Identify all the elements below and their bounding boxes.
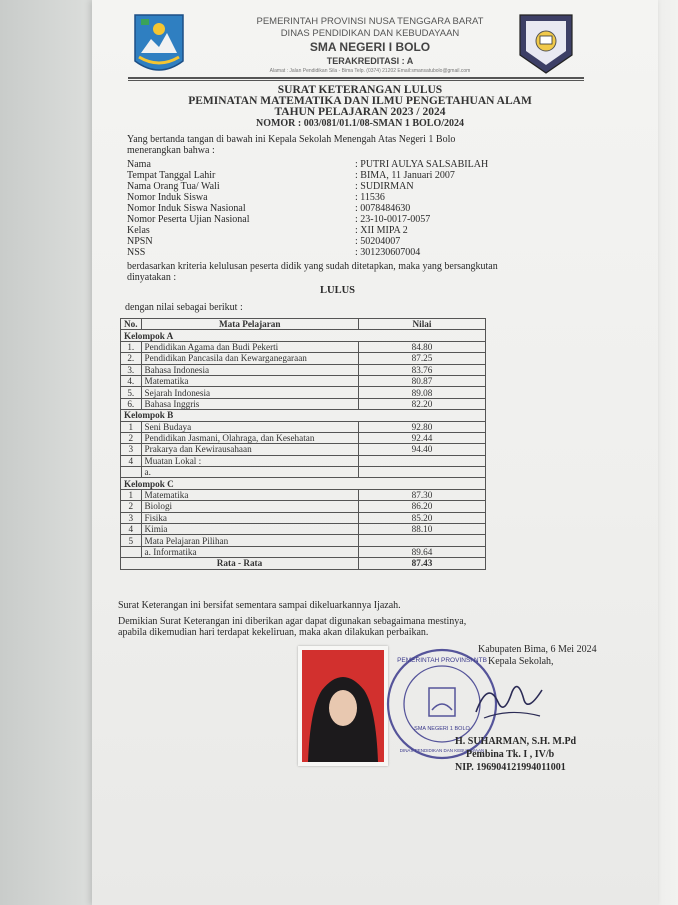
row-score: 88.10 (359, 524, 486, 535)
row-subject: Sejarah Indonesia (141, 387, 358, 398)
row-subject: Pendidikan Jasmani, Olahraga, dan Kesehatan (141, 432, 358, 443)
table-row (121, 467, 486, 478)
province-emblem-icon (133, 13, 185, 79)
identity-label-nis: Nomor Induk Siswa (127, 192, 208, 203)
table-header-row (121, 319, 486, 330)
status-label: LULUS (320, 285, 356, 296)
letterhead-divider (128, 77, 584, 81)
average-score: 87.43 (359, 558, 486, 569)
row-score: 92.44 (359, 432, 486, 443)
doc-title-program: PEMINATAN MATEMATIKA DAN ILMU PENGETAHUAN ALAM (188, 95, 532, 107)
identity-label-class: Kelas (127, 225, 150, 236)
row-subject: Muatan Lokal : (141, 455, 358, 466)
identity-label-npsn: NPSN (127, 236, 153, 247)
row-subject: a. Informatika (141, 546, 358, 557)
row-no: 5 (121, 535, 142, 546)
row-subject: Pendidikan Pancasila dan Kewarganegaraan (141, 353, 358, 364)
row-no: 2 (121, 501, 142, 512)
school-name: SMA NEGERI I BOLO (309, 40, 431, 54)
identity-value-nis: : 11536 (355, 192, 385, 203)
table-row (121, 546, 486, 557)
letterhead-line2: DINAS PENDIDIKAN DAN KEBUDAYAAN (280, 28, 460, 39)
stamp-inner-text: SMA NEGERI 1 BOLO (414, 726, 470, 732)
note-closing-2: apabila dikemudian hari terdapat kekeliruan, maka akan dilakukan perbaikan. (118, 627, 429, 638)
table-row (121, 387, 486, 398)
letterhead-line1: PEMERINTAH PROVINSI NUSA TENGGARA BARAT (256, 16, 484, 27)
identity-value-name: : PUTRI AULYA SALSABILAH (355, 159, 489, 170)
student-photo (298, 646, 388, 766)
group-label: Kelompok B (121, 410, 486, 421)
table-row (121, 489, 486, 500)
row-subject: Seni Budaya (141, 421, 358, 432)
col-header-score: Nilai (359, 319, 486, 330)
col-header-no: No. (121, 319, 142, 330)
row-score (359, 455, 486, 466)
row-score: 89.64 (359, 546, 486, 557)
row-no (121, 546, 142, 557)
handwritten-signature (470, 672, 550, 728)
row-subject: Mata Pelajaran Pilihan (141, 535, 358, 546)
row-score: 89.08 (359, 387, 486, 398)
table-row (121, 455, 486, 466)
row-score: 85.20 (359, 512, 486, 523)
signature-role: Kepala Sekolah, (488, 656, 554, 667)
identity-label-name: Nama (127, 159, 151, 170)
row-no: 3 (121, 512, 142, 523)
table-row (121, 512, 486, 523)
row-score (359, 535, 486, 546)
row-no: 1. (121, 341, 142, 352)
identity-value-npsn: : 50204007 (355, 236, 401, 247)
row-no: 4 (121, 524, 142, 535)
row-subject: Matematika (141, 489, 358, 500)
group-label: Kelompok C (121, 478, 486, 489)
row-no: 3. (121, 364, 142, 375)
criteria-line2: dinyatakan : (127, 272, 177, 283)
identity-label-birth: Tempat Tanggal Lahir (127, 170, 216, 181)
doc-title-year: TAHUN PELAJARAN 2023 / 2024 (274, 106, 446, 118)
row-no: 4 (121, 455, 142, 466)
row-no: 2. (121, 353, 142, 364)
row-score: 92.80 (359, 421, 486, 432)
identity-value-exam-no: : 23-10-0017-0057 (355, 214, 431, 225)
intro-line2: menerangkan bahwa : (127, 145, 215, 156)
row-subject: Bahasa Indonesia (141, 364, 358, 375)
identity-label-nss: NSS (127, 247, 146, 258)
col-header-subject: Mata Pelajaran (141, 319, 358, 330)
row-score: 87.25 (359, 353, 486, 364)
criteria-line1: berdasarkan kriteria kelulusan peserta didik yang sudah ditetapkan, maka yang bersangkutan (127, 261, 498, 272)
group-label: Kelompok A (121, 330, 486, 341)
stamp-outer-text: PEMERINTAH PROVINSI NTB (397, 657, 487, 664)
principal-rank: Pembina Tk. I , IV/b (466, 749, 555, 760)
row-subject: a. (141, 467, 358, 478)
table-row (121, 524, 486, 535)
row-score: 83.76 (359, 364, 486, 375)
grades-table-body (121, 330, 486, 569)
doc-number: NOMOR : 003/081/01.1/08-SMAN 1 BOLO/2024 (255, 118, 465, 129)
row-no: 1 (121, 489, 142, 500)
row-score (359, 467, 486, 478)
row-subject: Kimia (141, 524, 358, 535)
letterhead-address: Alamat : Jalan Pendidikan Sila - Bima Telp. (0374) 21202 Email:smansatubolo@gmail.com (269, 68, 471, 74)
row-subject: Bahasa Inggris (141, 398, 358, 409)
table-row-group (121, 410, 486, 421)
average-label: Rata - Rata (121, 558, 359, 569)
identity-value-nss: : 301230607004 (355, 247, 421, 258)
row-subject: Fisika (141, 512, 358, 523)
identity-value-parent: : SUDIRMAN (355, 181, 414, 192)
doc-title: SURAT KETERANGAN LULUS (277, 84, 443, 96)
identity-value-class: : XII MIPA 2 (355, 225, 408, 236)
table-row (121, 353, 486, 364)
note-closing-1: Demikian Surat Keterangan ini diberikan agar dapat digunakan sebagaimana mestinya, (118, 616, 467, 627)
grades-intro: dengan nilai sebagai berikut : (125, 302, 243, 313)
table-row (121, 398, 486, 409)
identity-label-parent: Nama Orang Tua/ Wali (127, 181, 220, 192)
identity-value-birth: : BIMA, 11 Januari 2007 (355, 170, 455, 181)
row-subject: Pendidikan Agama dan Budi Pekerti (141, 341, 358, 352)
grades-table (120, 318, 486, 570)
identity-label-exam-no: Nomor Peserta Ujian Nasional (127, 214, 250, 225)
average-row (121, 558, 486, 569)
table-row-group (121, 478, 486, 489)
row-no: 5. (121, 387, 142, 398)
row-no: 3 (121, 444, 142, 455)
signature-place-date: Kabupaten Bima, 6 Mei 2024 (478, 644, 597, 655)
row-no (121, 467, 142, 478)
row-no: 4. (121, 375, 142, 386)
row-score: 84.80 (359, 341, 486, 352)
identity-label-nisn: Nomor Induk Siswa Nasional (127, 203, 246, 214)
row-subject: Prakarya dan Kewirausahaan (141, 444, 358, 455)
accreditation: TERAKREDITASI : A (326, 56, 414, 66)
table-row (121, 501, 486, 512)
stamp-bottom-text: DINAS PENDIDIKAN DAN KEBUDAYAAN (399, 748, 485, 753)
intro-line1: Yang bertanda tangan di bawah ini Kepala Sekolah Menengah Atas Negeri 1 Bolo (127, 134, 456, 145)
table-row (121, 535, 486, 546)
row-subject: Biologi (141, 501, 358, 512)
row-subject: Matematika (141, 375, 358, 386)
row-score: 87.30 (359, 489, 486, 500)
table-row (121, 432, 486, 443)
principal-name: H. SUHARMAN, S.H. M.Pd (455, 736, 577, 747)
table-row (121, 341, 486, 352)
table-row-group (121, 330, 486, 341)
row-no: 6. (121, 398, 142, 409)
identity-value-nisn: : 0078484630 (355, 203, 411, 214)
table-row (121, 364, 486, 375)
row-score: 82.20 (359, 398, 486, 409)
row-score: 94.40 (359, 444, 486, 455)
note-temporary: Surat Keterangan ini bersifat sementara sampai dikeluarkannya Ijazah. (118, 600, 401, 611)
row-no: 2 (121, 432, 142, 443)
row-no: 1 (121, 421, 142, 432)
table-row (121, 421, 486, 432)
row-score: 80.87 (359, 375, 486, 386)
table-row (121, 444, 486, 455)
student-portrait-icon (298, 646, 388, 766)
table-row (121, 375, 486, 386)
row-score: 86.20 (359, 501, 486, 512)
principal-nip: NIP. 196904121994011001 (455, 762, 566, 773)
